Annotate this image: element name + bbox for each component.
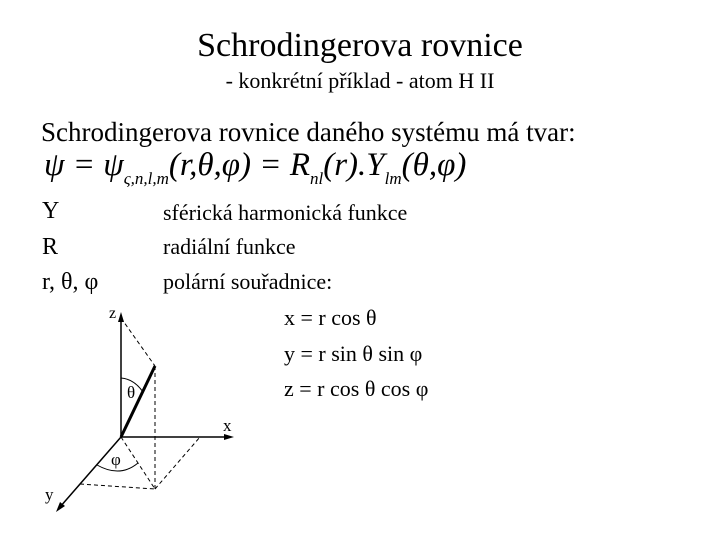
definition-symbol-r: R — [42, 234, 59, 260]
x-axis-label: x — [223, 416, 232, 435]
dashed-line-z-to-point — [121, 318, 155, 366]
definition-text-polar: polární souřadnice: — [163, 269, 333, 294]
intro-text: Schrodingerova rovnice daného systému má tvar: — [41, 117, 576, 147]
theta-label: θ — [127, 383, 136, 402]
formula-rhs: (r,θ,φ) = R — [168, 147, 310, 183]
y-axis-label: y — [45, 485, 54, 504]
slide-title: Schrodingerova rovnice — [197, 27, 523, 64]
dashed-line-y-to-foot — [80, 484, 155, 489]
definition-symbol-polar: r, θ, φ — [42, 269, 99, 295]
definition-symbol-y: Y — [42, 198, 60, 224]
formula-lhs: ψ = ψ — [44, 147, 124, 183]
formula-mid: (r).Y — [323, 147, 385, 183]
definition-text-y: sférická harmonická funkce — [163, 200, 408, 225]
equation-y: y = r sin θ sin φ — [284, 341, 423, 366]
formula-end: (θ,φ) — [401, 147, 467, 183]
equation-x: x = r cos θ — [284, 305, 377, 330]
formula-y-subscript: lm — [384, 169, 402, 188]
definition-text-r: radiální funkce — [163, 234, 296, 259]
phi-label: φ — [111, 450, 121, 469]
equation-z: z = r cos θ cos φ — [284, 376, 429, 401]
z-axis-label: z — [109, 305, 117, 322]
y-axis — [60, 437, 121, 507]
slide-subtitle: - konkrétní příklad - atom H II — [225, 68, 495, 93]
dashed-line-foot-to-x — [155, 437, 200, 489]
formula-subscript: ς,n,l,m — [123, 169, 169, 188]
formula-r-subscript: nl — [309, 169, 324, 188]
